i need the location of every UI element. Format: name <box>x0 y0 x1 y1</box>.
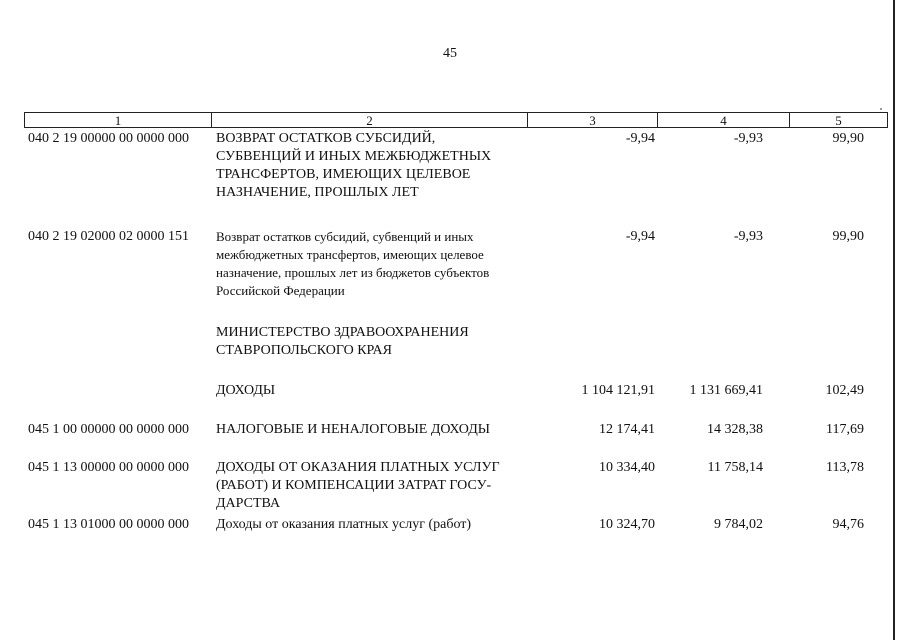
row-value-col5: 102,49 <box>825 383 864 398</box>
header-col-5: 5 <box>790 112 888 128</box>
row-value-col3: 10 324,70 <box>599 517 655 532</box>
row-value-col4: 9 784,02 <box>714 517 763 532</box>
row-name: ДОХОДЫ <box>216 383 276 398</box>
row-value-col4: 11 758,14 <box>707 460 763 475</box>
row-value-col3: 12 174,41 <box>599 422 655 437</box>
header-col-1: 1 <box>24 112 212 128</box>
row-value-col3: 1 104 121,91 <box>581 383 655 398</box>
page-edge-line <box>893 0 895 640</box>
row-value-col3: 10 334,40 <box>599 460 655 475</box>
row-name: Доходы от оказания платных услуг (работ) <box>216 517 472 532</box>
page-number: 45 <box>443 46 457 61</box>
header-col-4: 4 <box>658 112 790 128</box>
row-name: ВОЗВРАТ ОСТАТКОВ СУБСИДИЙ, СУБВЕНЦИЙ И ИНЫХ МЕЖБЮДЖЕТНЫХ ТРАНСФЕРТОВ, ИМЕЮЩИХ ЦЕЛЕВОЕ НАЗНАЧЕНИЕ, ПРОШЛЫХ ЛЕТ <box>216 131 492 200</box>
row-code: 040 2 19 02000 02 0000 151 <box>28 229 189 244</box>
row-value-col3: -9,94 <box>625 229 655 244</box>
row-name: НАЛОГОВЫЕ И НЕНАЛОГОВЫЕ ДОХОДЫ <box>216 422 490 437</box>
scan-speck <box>880 108 882 110</box>
row-name: Возврат остатков субсидий, субвенций и иных межбюджетных трансфертов, имеющих целевое назначение, прошлых лет из бюджетов субъектов Российской Федерации <box>216 229 490 298</box>
row-value-col4: -9,93 <box>733 131 763 146</box>
row-code: 040 2 19 00000 00 0000 000 <box>28 131 189 146</box>
row-code: 045 1 13 00000 00 0000 000 <box>28 460 189 475</box>
row-value-col5: 117,69 <box>826 422 864 437</box>
row-value-col4: 1 131 669,41 <box>689 383 763 398</box>
row-value-col4: 14 328,38 <box>707 422 763 437</box>
row-value-col5: 99,90 <box>832 131 864 146</box>
header-col-3: 3 <box>528 112 658 128</box>
row-code: 045 1 13 01000 00 0000 000 <box>28 517 189 532</box>
section-heading: МИНИСТЕРСТВО ЗДРАВООХРАНЕНИЯ СТАВРОПОЛЬСКОГО КРАЯ <box>216 325 469 358</box>
row-value-col5: 113,78 <box>826 460 864 475</box>
row-value-col5: 94,76 <box>832 517 864 532</box>
row-value-col4: -9,93 <box>733 229 763 244</box>
row-value-col3: -9,94 <box>625 131 655 146</box>
row-code: 045 1 00 00000 00 0000 000 <box>28 422 189 437</box>
header-col-2: 2 <box>212 112 528 128</box>
row-value-col5: 99,90 <box>832 229 864 244</box>
row-name: ДОХОДЫ ОТ ОКАЗАНИЯ ПЛАТНЫХ УСЛУГ (РАБОТ) И КОМПЕНСАЦИИ ЗАТРАТ ГОСУ-ДАРСТВА <box>216 460 500 511</box>
